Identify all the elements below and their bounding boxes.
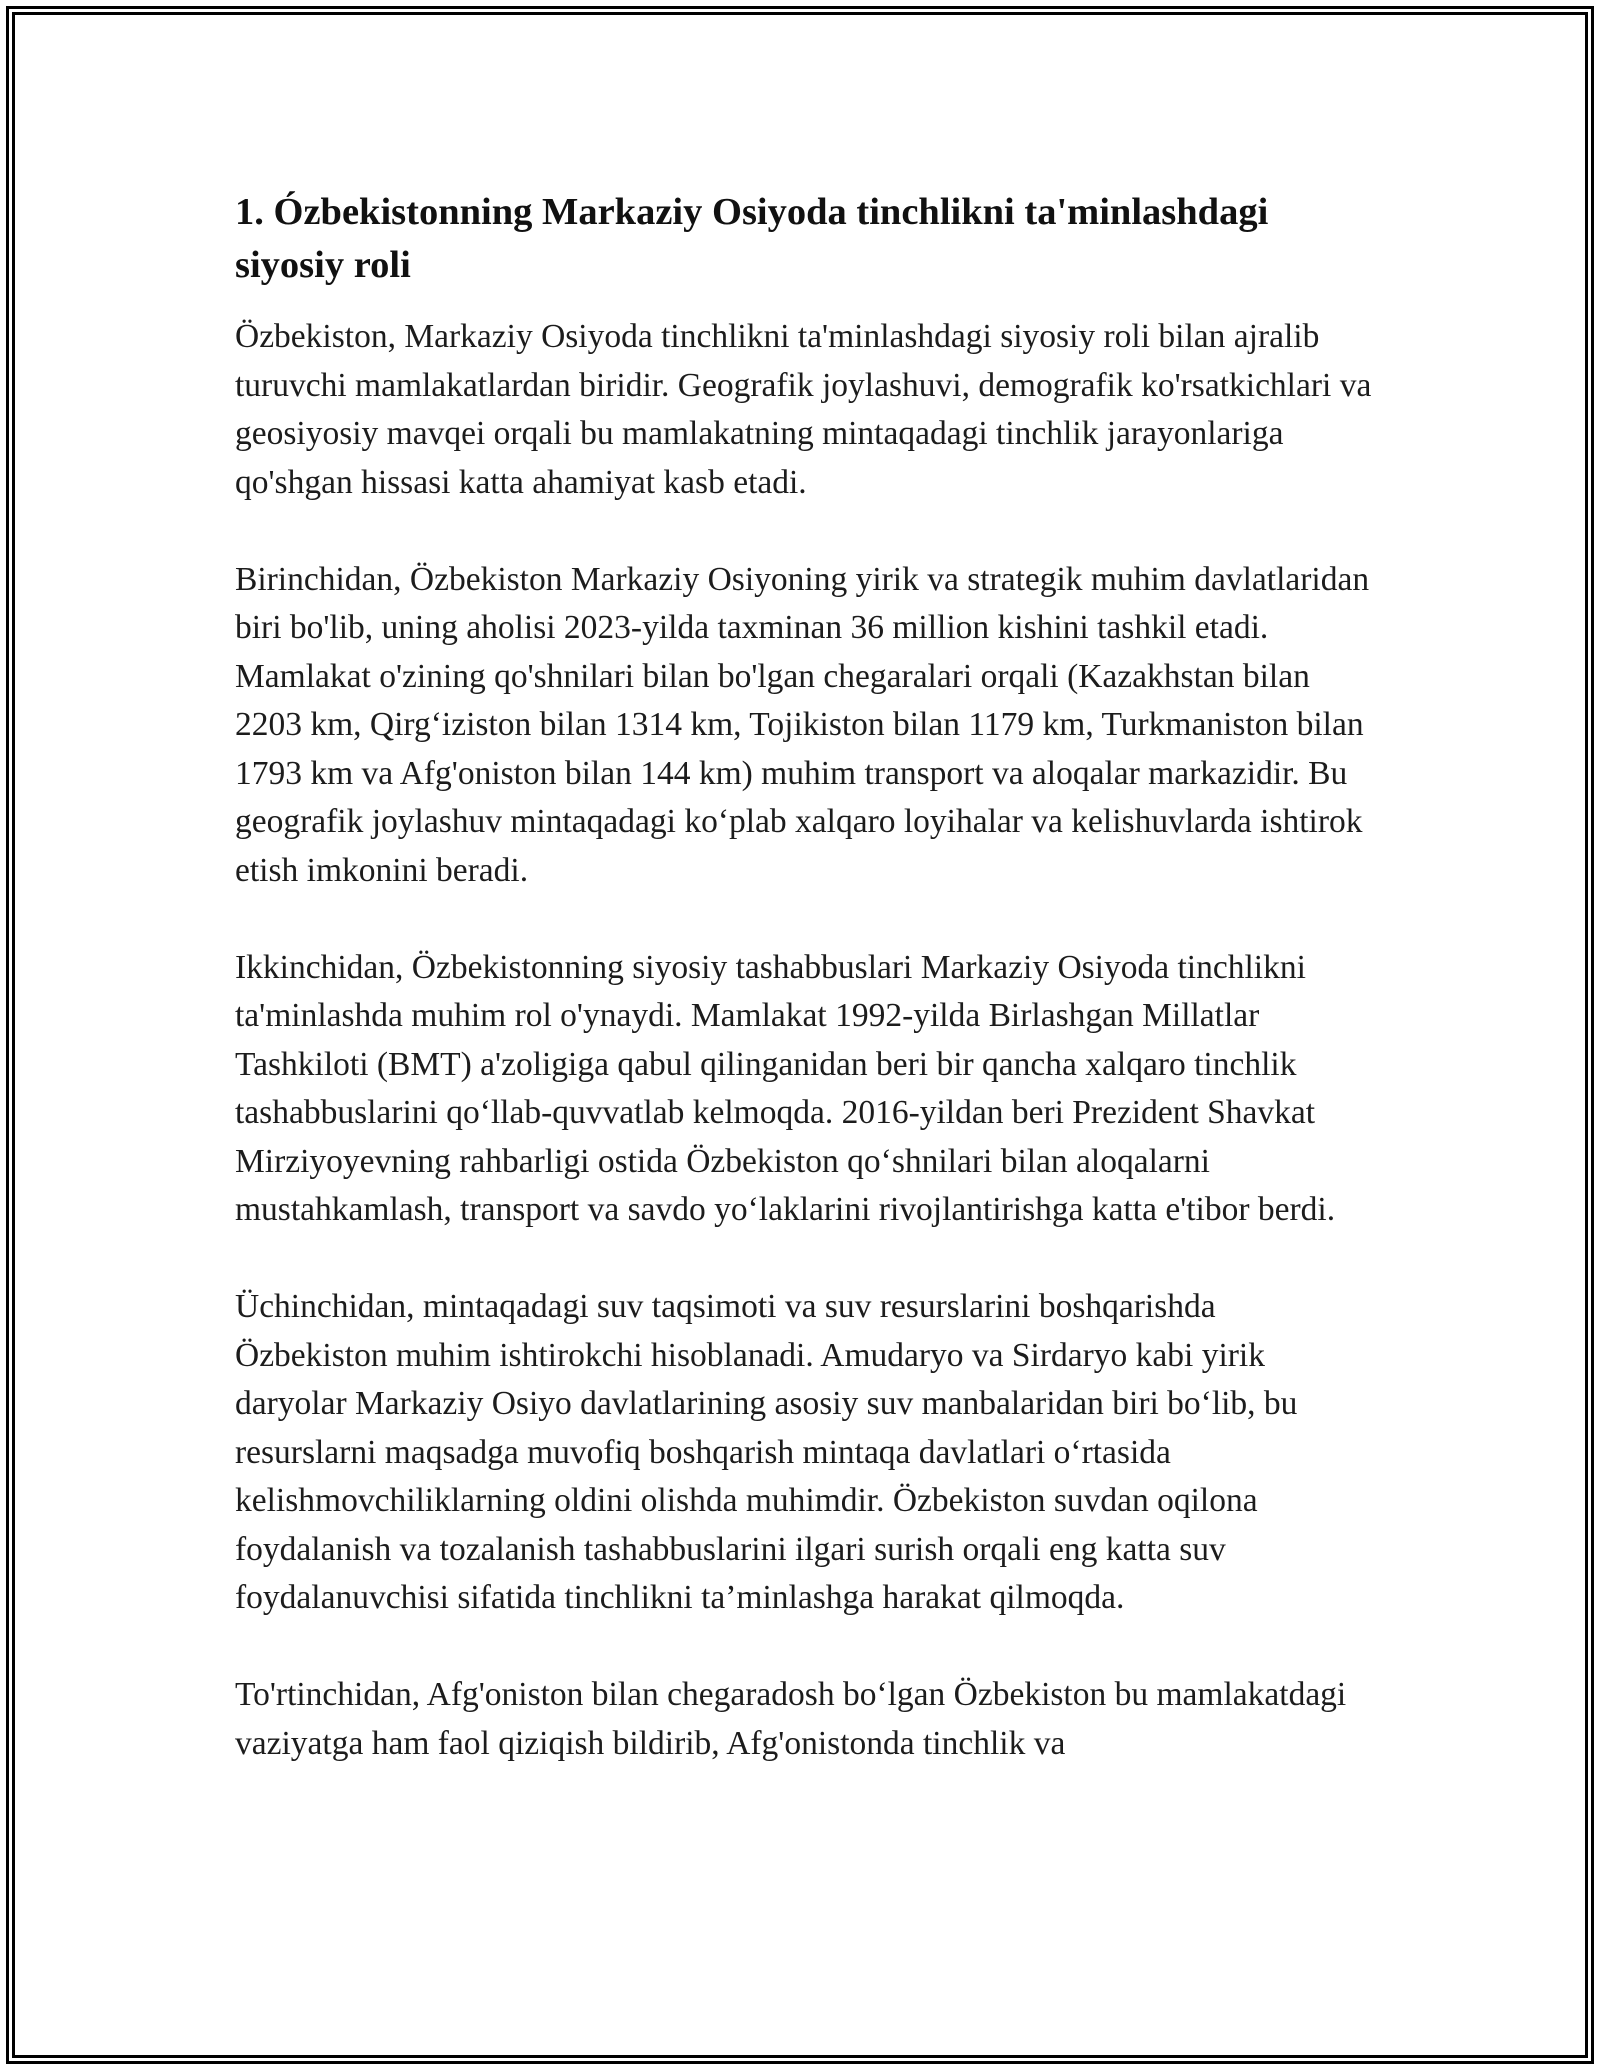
document-body	[235, 186, 1375, 1768]
paragraph-fourth: To'rtinchidan, Afg'oniston bilan chegaradosh bo‘lgan Özbekiston bu mamlakatdagi vaziyatga ham faol qiziqish bildirib, Afg'onistonda tinchlik va	[235, 1676, 1347, 1762]
section-heading-line-1: 1. Ózbekistonning Markaziy Osiyoda tinchlikni ta'minlashdagi	[235, 191, 1269, 233]
paragraph-second: Ikkinchidan, Özbekistonning siyosiy tashabbuslari Markaziy Osiyoda tinchlikni ta'minlashda muhim rol o'ynaydi. Mamlakat 1992-yilda Birlashgan Millatlar Tashkiloti (BMT) a'zoligiga qabul qilinganidan beri bir qancha xalqaro tinchlik tashabbuslarini qo‘llab-quvvatlab kelmoqda. 2016-yildan beri Prezident Shavkat Mirziyoyevning rahbarligi ostida Özbekiston qo‘shnilari bilan aloqalarni mustahkamlash, transport va savdo yo‘laklarini rivojlantirishga katta e'tibor berdi.	[235, 948, 1336, 1228]
section-heading	[235, 186, 1375, 292]
section-heading-line-2: siyosiy roli	[235, 244, 411, 286]
paragraph-intro: Özbekiston, Markaziy Osiyoda tinchlikni ta'minlashdagi siyosiy roli bilan ajralib turuvchi mamlakatlardan biridir. Geografik joylashuvi, demografik ko'rsatkichlari va geosiyosiy mavqei orqali bu mamlakatning mintaqadagi tinchlik jarayonlariga qo'shgan hissasi katta ahamiyat kasb etadi.	[235, 318, 1372, 501]
paragraph-first: Birinchidan, Özbekiston Markaziy Osiyoning yirik va strategik muhim davlatlaridan biri bo'lib, uning aholisi 2023-yilda taxminan 36 million kishini tashkil etadi. Mamlakat o'zining qo'shnilari bilan bo'lgan chegaralari orqali (Kazakhstan bilan 2203 km, Qirg‘iziston bilan 1314 km, Tojikiston bilan 1179 km, Turkmaniston bilan 1793 km va Afg'oniston bilan 144 km) muhim transport va aloqalar markazidir. Bu geografik joylashuv mintaqadagi ko‘plab xalqaro loyihalar va kelishuvlarda ishtirok etish imkonini beradi.	[235, 560, 1370, 889]
paragraph-third: Üchinchidan, mintaqadagi suv taqsimoti va suv resurslarini boshqarishda Özbekiston muhim ishtirokchi hisoblanadi. Amudaryo va Sirdaryo kabi yirik daryolar Markaziy Osiyo davlatlarining asosiy suv manbalaridan biri bo‘lib, bu resurslarni maqsadga muvofiq boshqarish mintaqa davlatlari o‘rtasida kelishmovchiliklarning oldini olishda muhimdir. Özbekiston suvdan oqilona foydalanish va tozalanish tashabbuslarini ilgari surish orqali eng katta suv foydalanuvchisi sifatida tinchlikni ta’minlashga harakat qilmoqda.	[235, 1288, 1298, 1616]
